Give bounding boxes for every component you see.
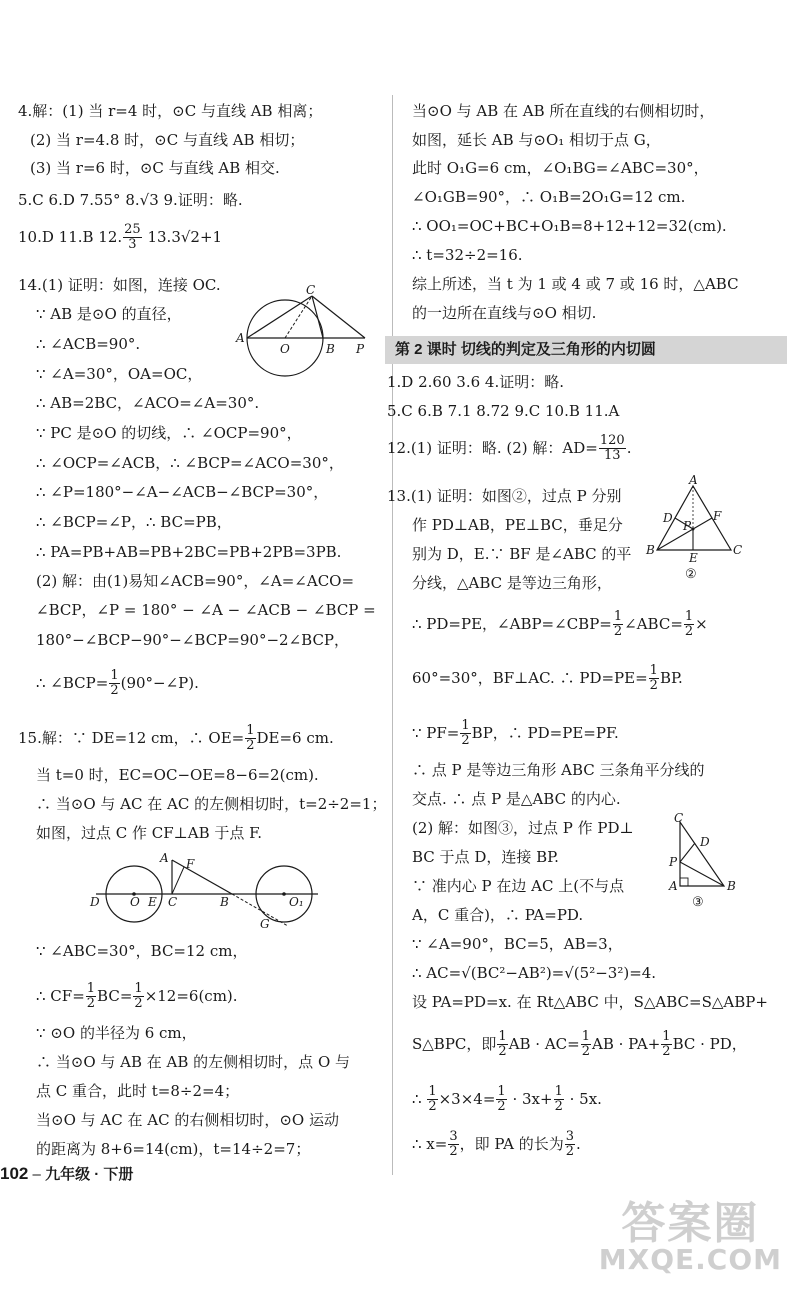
figure-3-caption: ③ (692, 895, 704, 910)
figure-2-caption: ② (685, 567, 697, 582)
label-D: D (663, 511, 673, 525)
answer-13-line: A，C 重合)，∴ PA=PD. (412, 906, 584, 924)
answer-13-line: ∴ x= $\frac{3}{2}$ ，即 PA 的长为 $\frac{3}{2}$ . (412, 1129, 581, 1160)
answer-4-line-2: (2) 当 r=4.8 时，⊙C 与直线 AB 相切； (30, 131, 305, 149)
answer-15-line: ∴ 当⊙O 与 AB 在 AB 的左侧相切时，点 O 与 (36, 1053, 351, 1071)
answer-13-line: ∴ AC=√(BC²−AB²)=√(5²−3²)=4. (412, 964, 657, 982)
label-D: D (90, 895, 100, 909)
answer-15-line: ∵ ∠ABC=30°，BC=12 cm， (36, 942, 248, 960)
answer-15-cont-line: 此时 O₁G=6 cm，∠O₁BG=∠ABC=30°， (412, 159, 709, 177)
label-P: P (669, 855, 678, 869)
label-B: B (220, 895, 229, 909)
answer-13-line: 13.(1) 证明：如图②，过点 P 分别 (387, 487, 622, 505)
answers-10-13: 10.D 11.B 12. $\frac{25}{3}$ 13.3√2+1 (18, 222, 223, 253)
answer-14-line: ∵ ∠A=30°，OA=OC， (36, 365, 203, 383)
answer-13-line: ∴ $\frac{1}{2}$ ×3×4= $\frac{1}{2}$ · 3x+ $\frac{1}{2}$ · 5x. (412, 1084, 602, 1115)
answer-13-line: ∵ PF= $\frac{1}{2}$ BP，∴ PD=PE=PF. (412, 718, 619, 749)
answer-14-line: ∴ ∠ACB=90°. (36, 335, 141, 353)
answer-15-cont-line: ∴ t=32÷2=16. (412, 246, 523, 264)
answer-15-line: 的距离为 8+6=14(cm)，t=14÷2=7； (36, 1140, 311, 1158)
answer-15-line: ∴ CF= $\frac{1}{2}$ BC= $\frac{1}{2}$ ×12=6(cm). (36, 981, 238, 1012)
watermark-line-1: 答案圈 (621, 1198, 760, 1249)
answer-14-line: ∴ AB=2BC，∠ACO=∠A=30°. (36, 394, 260, 412)
answer-15-line: 15.解：∵ DE=12 cm，∴ OE= $\frac{1}{2}$ DE=6 cm. (18, 723, 334, 754)
label-G: G (260, 917, 270, 931)
answer-14-line: ∴ ∠BCP= $\frac{1}{2}$ (90°−∠P). (36, 668, 199, 699)
answer-13-line: 分线，△ABC 是等边三角形， (412, 574, 612, 592)
label-A: A (669, 879, 678, 893)
answer-15-line: ∴ 当⊙O 与 AC 在 AC 的左侧相切时，t=2÷2=1； (36, 795, 387, 813)
label-P: P (356, 342, 365, 356)
label-D: D (700, 835, 710, 849)
answer-15-line: ∵ ⊙O 的半径为 6 cm， (36, 1024, 197, 1042)
label-F: F (186, 857, 195, 871)
answer-14-line: 14.(1) 证明：如图，连接 OC. (18, 276, 221, 294)
label-A: A (160, 851, 169, 865)
answer-15-cont-line: 综上所述，当 t 为 1 或 4 或 7 或 16 时，△ABC (412, 275, 739, 293)
answer-13-line: 60°=30°，BF⊥AC. ∴ PD=PE= $\frac{1}{2}$ BP. (412, 663, 683, 694)
answer-4-line-3: (3) 当 r=6 时，⊙C 与直线 AB 相交. (30, 159, 280, 177)
label-E: E (148, 895, 157, 909)
grade-label: 九年级 · 下册 (45, 1166, 134, 1183)
answer-13-line: 别为 D，E.∵ BF 是∠ABC 的平 (412, 545, 632, 563)
answers-1-4: 1.D 2.60 3.6 4.证明：略. (387, 373, 564, 391)
label-C: C (733, 543, 743, 557)
answer-13-line: 作 PD⊥AB，PE⊥BC，垂足分 (412, 516, 623, 534)
site-watermark-logo (598, 1198, 782, 1276)
label-C: C (306, 283, 316, 297)
figure-q15-moving-circle (88, 848, 328, 936)
answer-14-line: (2) 解：由(1)易知∠ACB=90°，∠A=∠ACO= (36, 572, 355, 590)
answer-15-line: 如图，过点 C 作 CF⊥AB 于点 F. (36, 824, 263, 842)
label-B: B (646, 543, 655, 557)
answer-13-line: ∵ 准内心 P 在边 AC 上(不与点 (412, 877, 625, 895)
answer-14-line: ∴ ∠OCP=∠ACB，∴ ∠BCP=∠ACO=30°， (36, 454, 344, 472)
answer-15-line: 当 t=0 时，EC=OC−OE=8−6=2(cm). (36, 766, 319, 784)
label-B: B (727, 879, 736, 893)
answer-14-line: ∴ ∠P=180°−∠A−∠ACB−∠BCP=30°， (36, 483, 329, 501)
label-O1: O₁ (289, 895, 304, 909)
answer-14-line: ∵ AB 是⊙O 的直径， (36, 305, 182, 323)
answer-15-cont-line: 的一边所在直线与⊙O 相切. (412, 304, 597, 322)
answer-13-line: ∴ PD=PE，∠ABP=∠CBP= $\frac{1}{2}$ ∠ABC= $\frac{1}{2}$ × (412, 609, 708, 640)
label-A: A (236, 331, 245, 345)
answer-14-line: ∵ PC 是⊙O 的切线，∴ ∠OCP=90°， (36, 424, 302, 442)
page-footer: 102 – 九年级 · 下册 (0, 1164, 134, 1183)
answers-5-11: 5.C 6.B 7.1 8.72 9.C 10.B 11.A (387, 402, 620, 420)
answer-15-cont-line: 如图，延长 AB 与⊙O₁ 相切于点 G， (412, 131, 661, 149)
answer-15-cont-line: ∴ OO₁=OC+BC+O₁B=8+12+12=32(cm). (412, 217, 727, 235)
figure-q14-circle-tangent (230, 280, 380, 380)
answer-14-line: ∠BCP，∠P = 180° − ∠A − ∠ACB − ∠BCP = (36, 601, 376, 619)
label-C: C (674, 811, 684, 825)
figure-3-right-triangle (668, 810, 748, 918)
page-number: 102 (0, 1164, 29, 1183)
label-O: O (130, 895, 140, 909)
answer-13-line: 交点. ∴ 点 P 是△ABC 的内心. (412, 790, 621, 808)
answer-14-line: ∴ ∠BCP=∠P，∴ BC=PB， (36, 513, 232, 531)
label-O: O (280, 342, 290, 356)
answer-13-line: S△BPC，即 $\frac{1}{2}$ AB · AC= $\frac{1}{2}$ AB · PA+ $\frac{1}{2}$ BC · PD， (412, 1029, 747, 1060)
answer-13-line: ∵ ∠A=90°，BC=5，AB=3， (412, 935, 623, 953)
answer-13-line: (2) 解：如图③，过点 P 作 PD⊥ (412, 819, 634, 837)
answer-15-cont-line: 当⊙O 与 AB 在 AB 所在直线的右侧相切时， (412, 102, 715, 120)
answer-13-line: 设 PA=PD=x. 在 Rt△ABC 中，S△ABC=S△ABP+ (412, 993, 768, 1011)
answer-13-line: ∴ 点 P 是等边三角形 ABC 三条角平分线的 (412, 761, 705, 779)
label-F: F (713, 509, 722, 523)
answer-13-line: BC 于点 D，连接 BP. (412, 848, 559, 866)
column-divider (392, 95, 393, 1175)
lesson-heading: 第 2 课时 切线的判定及三角形的内切圆 (385, 336, 787, 364)
answer-12: 12.(1) 证明：略. (2) 解：AD= $\frac{120}{13}$ . (387, 433, 632, 464)
answers-5-9: 5.C 6.D 7.55° 8.√3 9.证明：略. (18, 191, 243, 209)
answer-4-line-1: 4.解：(1) 当 r=4 时，⊙C 与直线 AB 相离； (18, 102, 323, 120)
watermark-line-2: MXQE.COM (598, 1243, 782, 1276)
answer-14-line: ∴ PA=PB+AB=PB+2BC=PB+2PB=3PB. (36, 543, 342, 561)
answer-15-line: 当⊙O 与 AC 在 AC 的右侧相切时，⊙O 运动 (36, 1111, 339, 1129)
label-A: A (689, 474, 698, 487)
label-E: E (689, 551, 698, 565)
label-B: B (326, 342, 335, 356)
label-C: C (168, 895, 178, 909)
label-P: P (683, 519, 692, 533)
answer-14-line: 180°−∠BCP−90°−∠BCP=90°−2∠BCP， (36, 631, 350, 649)
figure-2-equilateral-triangle (645, 474, 745, 586)
answer-15-cont-line: ∠O₁GB=90°，∴ O₁B=2O₁G=12 cm. (412, 188, 686, 206)
answer-15-line: 点 C 重合，此时 t=8÷2=4； (36, 1082, 240, 1100)
